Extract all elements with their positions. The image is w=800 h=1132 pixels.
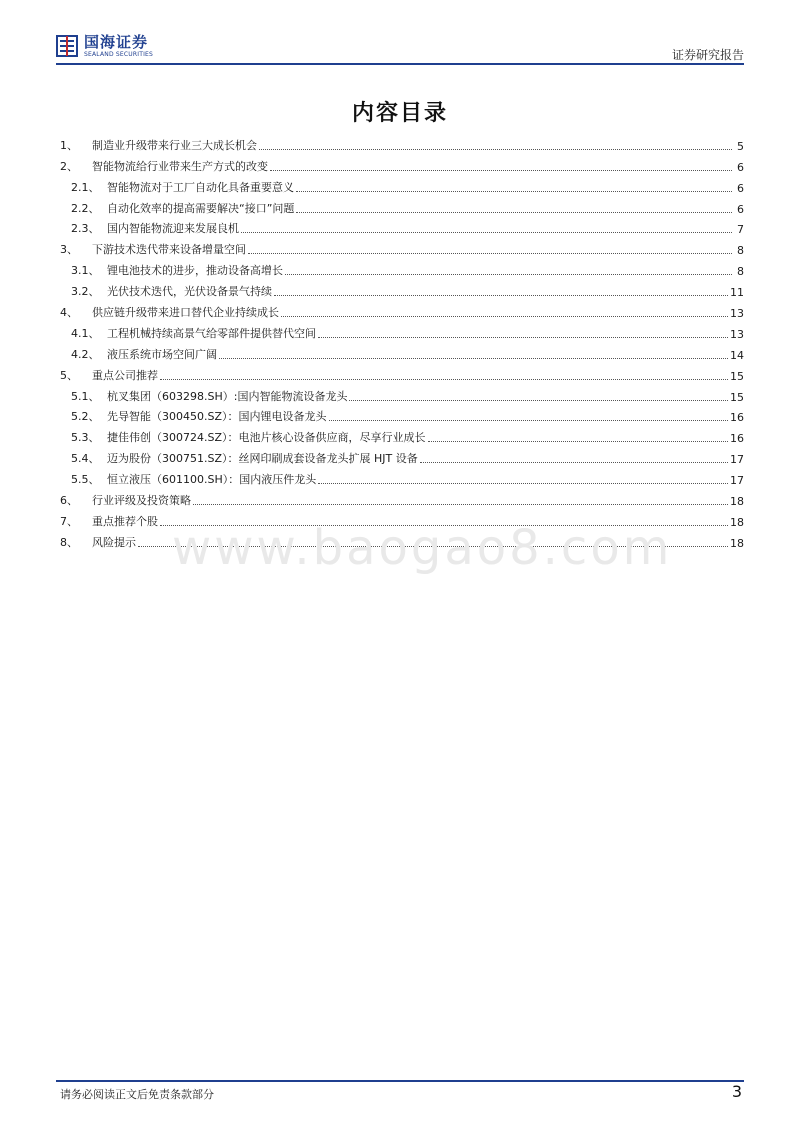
toc-leader-dots: [296, 190, 732, 192]
toc-leader-dots: [329, 419, 728, 421]
logo-chinese-name: 国海证券: [84, 32, 149, 51]
toc-leader-dots: [318, 482, 728, 484]
toc-leader-dots: [270, 169, 732, 171]
toc-entry-title: 行业评级及投资策略: [92, 494, 191, 508]
toc-entry-number: 4、: [60, 306, 78, 320]
toc-entry-page: 16: [730, 432, 744, 446]
toc-entry[interactable]: [60, 216, 744, 237]
page-number: 3: [731, 1082, 742, 1101]
footer-divider: [56, 1080, 744, 1082]
toc-leader-dots: [318, 336, 728, 338]
toc-entry-title: 杭叉集团（603298.SH）:国内智能物流设备龙头: [107, 389, 348, 403]
toc-entry-title: 光伏技术迭代，光伏设备景气持续: [107, 285, 272, 299]
toc-entry[interactable]: [60, 174, 744, 195]
toc-leader-dots: [160, 378, 728, 380]
toc-entry-number: 5.2、: [71, 410, 100, 424]
toc-entry-page: 13: [730, 307, 744, 321]
toc-entry-page: 18: [730, 536, 744, 550]
header-divider: [56, 63, 744, 65]
toc-entry-page: 6: [737, 202, 744, 216]
footer-disclaimer: 请务必阅读正文后免责条款部分: [60, 1088, 214, 1101]
toc-entry-number: 5、: [60, 368, 78, 382]
toc-entry-title: 智能物流对于工厂自动化具备重要意义: [107, 180, 294, 194]
toc-entry[interactable]: [60, 466, 744, 487]
toc-entry-title: 重点推荐个股: [92, 514, 158, 528]
toc-entry[interactable]: [60, 341, 744, 362]
watermark: www.baogao8.com: [172, 520, 673, 576]
toc-entry-page: 18: [730, 495, 744, 509]
toc-entry[interactable]: [60, 195, 744, 216]
toc-entry-page: 11: [730, 286, 744, 300]
toc-leader-dots: [241, 231, 732, 233]
toc-entry-title: 下游技术迭代带来设备增量空间: [92, 243, 246, 257]
toc-entry-number: 6、: [60, 494, 78, 508]
page-header: [56, 34, 744, 64]
toc-entry-number: 8、: [60, 535, 78, 549]
toc-leader-dots: [281, 315, 728, 317]
toc-entry-number: 4.1、: [71, 326, 100, 340]
toc-entry-number: 1、: [60, 138, 78, 152]
toc-entry-title: 工程机械持续高景气给零部件提供替代空间: [107, 326, 316, 340]
toc-leader-dots: [274, 294, 728, 296]
toc-leader-dots: [428, 440, 728, 442]
toc-entry-number: 5.3、: [71, 431, 100, 445]
toc-leader-dots: [285, 273, 732, 275]
toc-entry-number: 5.1、: [71, 389, 100, 403]
toc-entry-page: 15: [730, 390, 744, 404]
toc-entry-page: 16: [730, 411, 744, 425]
toc-entry-page: 14: [730, 348, 744, 362]
toc-entry-title: 自动化效率的提高需要解决“接口”问题: [107, 201, 295, 215]
sealand-logo-icon: [56, 34, 78, 58]
table-of-contents: [60, 132, 744, 550]
toc-entry-page: 15: [730, 369, 744, 383]
toc-entry-title: 恒立液压（601100.SH）：国内液压件龙头: [107, 473, 317, 487]
toc-entry-page: 8: [737, 244, 744, 258]
toc-entry-title: 智能物流给行业带来生产方式的改变: [92, 159, 268, 173]
toc-entry-title: 锂电池技术的进步，推动设备高增长: [107, 264, 283, 278]
toc-entry[interactable]: [60, 236, 744, 257]
company-logo: [56, 34, 153, 58]
toc-leader-dots: [193, 503, 728, 505]
toc-entry-number: 2.2、: [71, 201, 100, 215]
toc-title: 内容目录: [351, 101, 448, 126]
toc-entry-number: 4.2、: [71, 347, 100, 361]
toc-entry-page: 8: [737, 265, 744, 279]
toc-leader-dots: [248, 252, 732, 254]
toc-entry-number: 7、: [60, 514, 78, 528]
toc-entry[interactable]: [60, 299, 744, 320]
toc-leader-dots: [420, 461, 728, 463]
toc-entry-title: 重点公司推荐: [92, 368, 158, 382]
toc-entry-title: 捷佳伟创（300724.SZ）：电池片核心设备供应商，尽享行业成长: [107, 431, 426, 445]
toc-entry[interactable]: [60, 445, 744, 466]
toc-entry[interactable]: [60, 404, 744, 425]
toc-entry-number: 2.1、: [71, 180, 100, 194]
logo-english-name: SEALAND SECURITIES: [84, 50, 154, 58]
toc-entry-number: 5.5、: [71, 473, 100, 487]
toc-entry-number: 3、: [60, 243, 78, 257]
toc-entry-number: 3.2、: [71, 285, 100, 299]
toc-entry-page: 17: [730, 474, 744, 488]
toc-entry-title: 液压系统市场空间广阔: [107, 347, 217, 361]
toc-entry-title: 迈为股份（300751.SZ）：丝网印刷成套设备龙头扩展 HJT 设备: [107, 452, 418, 466]
toc-leader-dots: [259, 148, 732, 150]
toc-entry-number: 2.3、: [71, 222, 100, 236]
toc-entry-page: 7: [737, 223, 744, 237]
toc-leader-dots: [296, 211, 732, 213]
toc-entry[interactable]: [60, 487, 744, 508]
toc-entry-title: 风险提示: [92, 535, 136, 549]
toc-entry-page: 6: [737, 160, 744, 174]
toc-entry[interactable]: [60, 132, 744, 153]
toc-entry-number: 5.4、: [71, 452, 100, 466]
toc-entry[interactable]: [60, 257, 744, 278]
toc-leader-dots: [349, 399, 728, 401]
toc-entry-page: 5: [737, 139, 744, 153]
toc-entry[interactable]: [60, 424, 744, 445]
toc-entry[interactable]: [60, 362, 744, 383]
toc-entry-number: 2、: [60, 159, 78, 173]
toc-entry-title: 供应链升级带来进口替代企业持续成长: [92, 306, 279, 320]
toc-entry-page: 13: [730, 327, 744, 341]
toc-entry-title: 国内智能物流迎来发展良机: [107, 222, 239, 236]
toc-entry-title: 制造业升级带来行业三大成长机会: [92, 138, 257, 152]
toc-entry[interactable]: [60, 278, 744, 299]
toc-entry[interactable]: [60, 383, 744, 404]
toc-entry-page: 6: [737, 181, 744, 195]
toc-leader-dots: [219, 357, 728, 359]
toc-entry[interactable]: [60, 153, 744, 174]
report-type-label: 证券研究报告: [671, 48, 744, 62]
toc-entry-page: 18: [730, 515, 744, 529]
toc-entry-title: 先导智能（300450.SZ）：国内锂电设备龙头: [107, 410, 327, 424]
toc-entry-number: 3.1、: [71, 264, 100, 278]
toc-entry-page: 17: [730, 453, 744, 467]
toc-entry[interactable]: [60, 320, 744, 341]
